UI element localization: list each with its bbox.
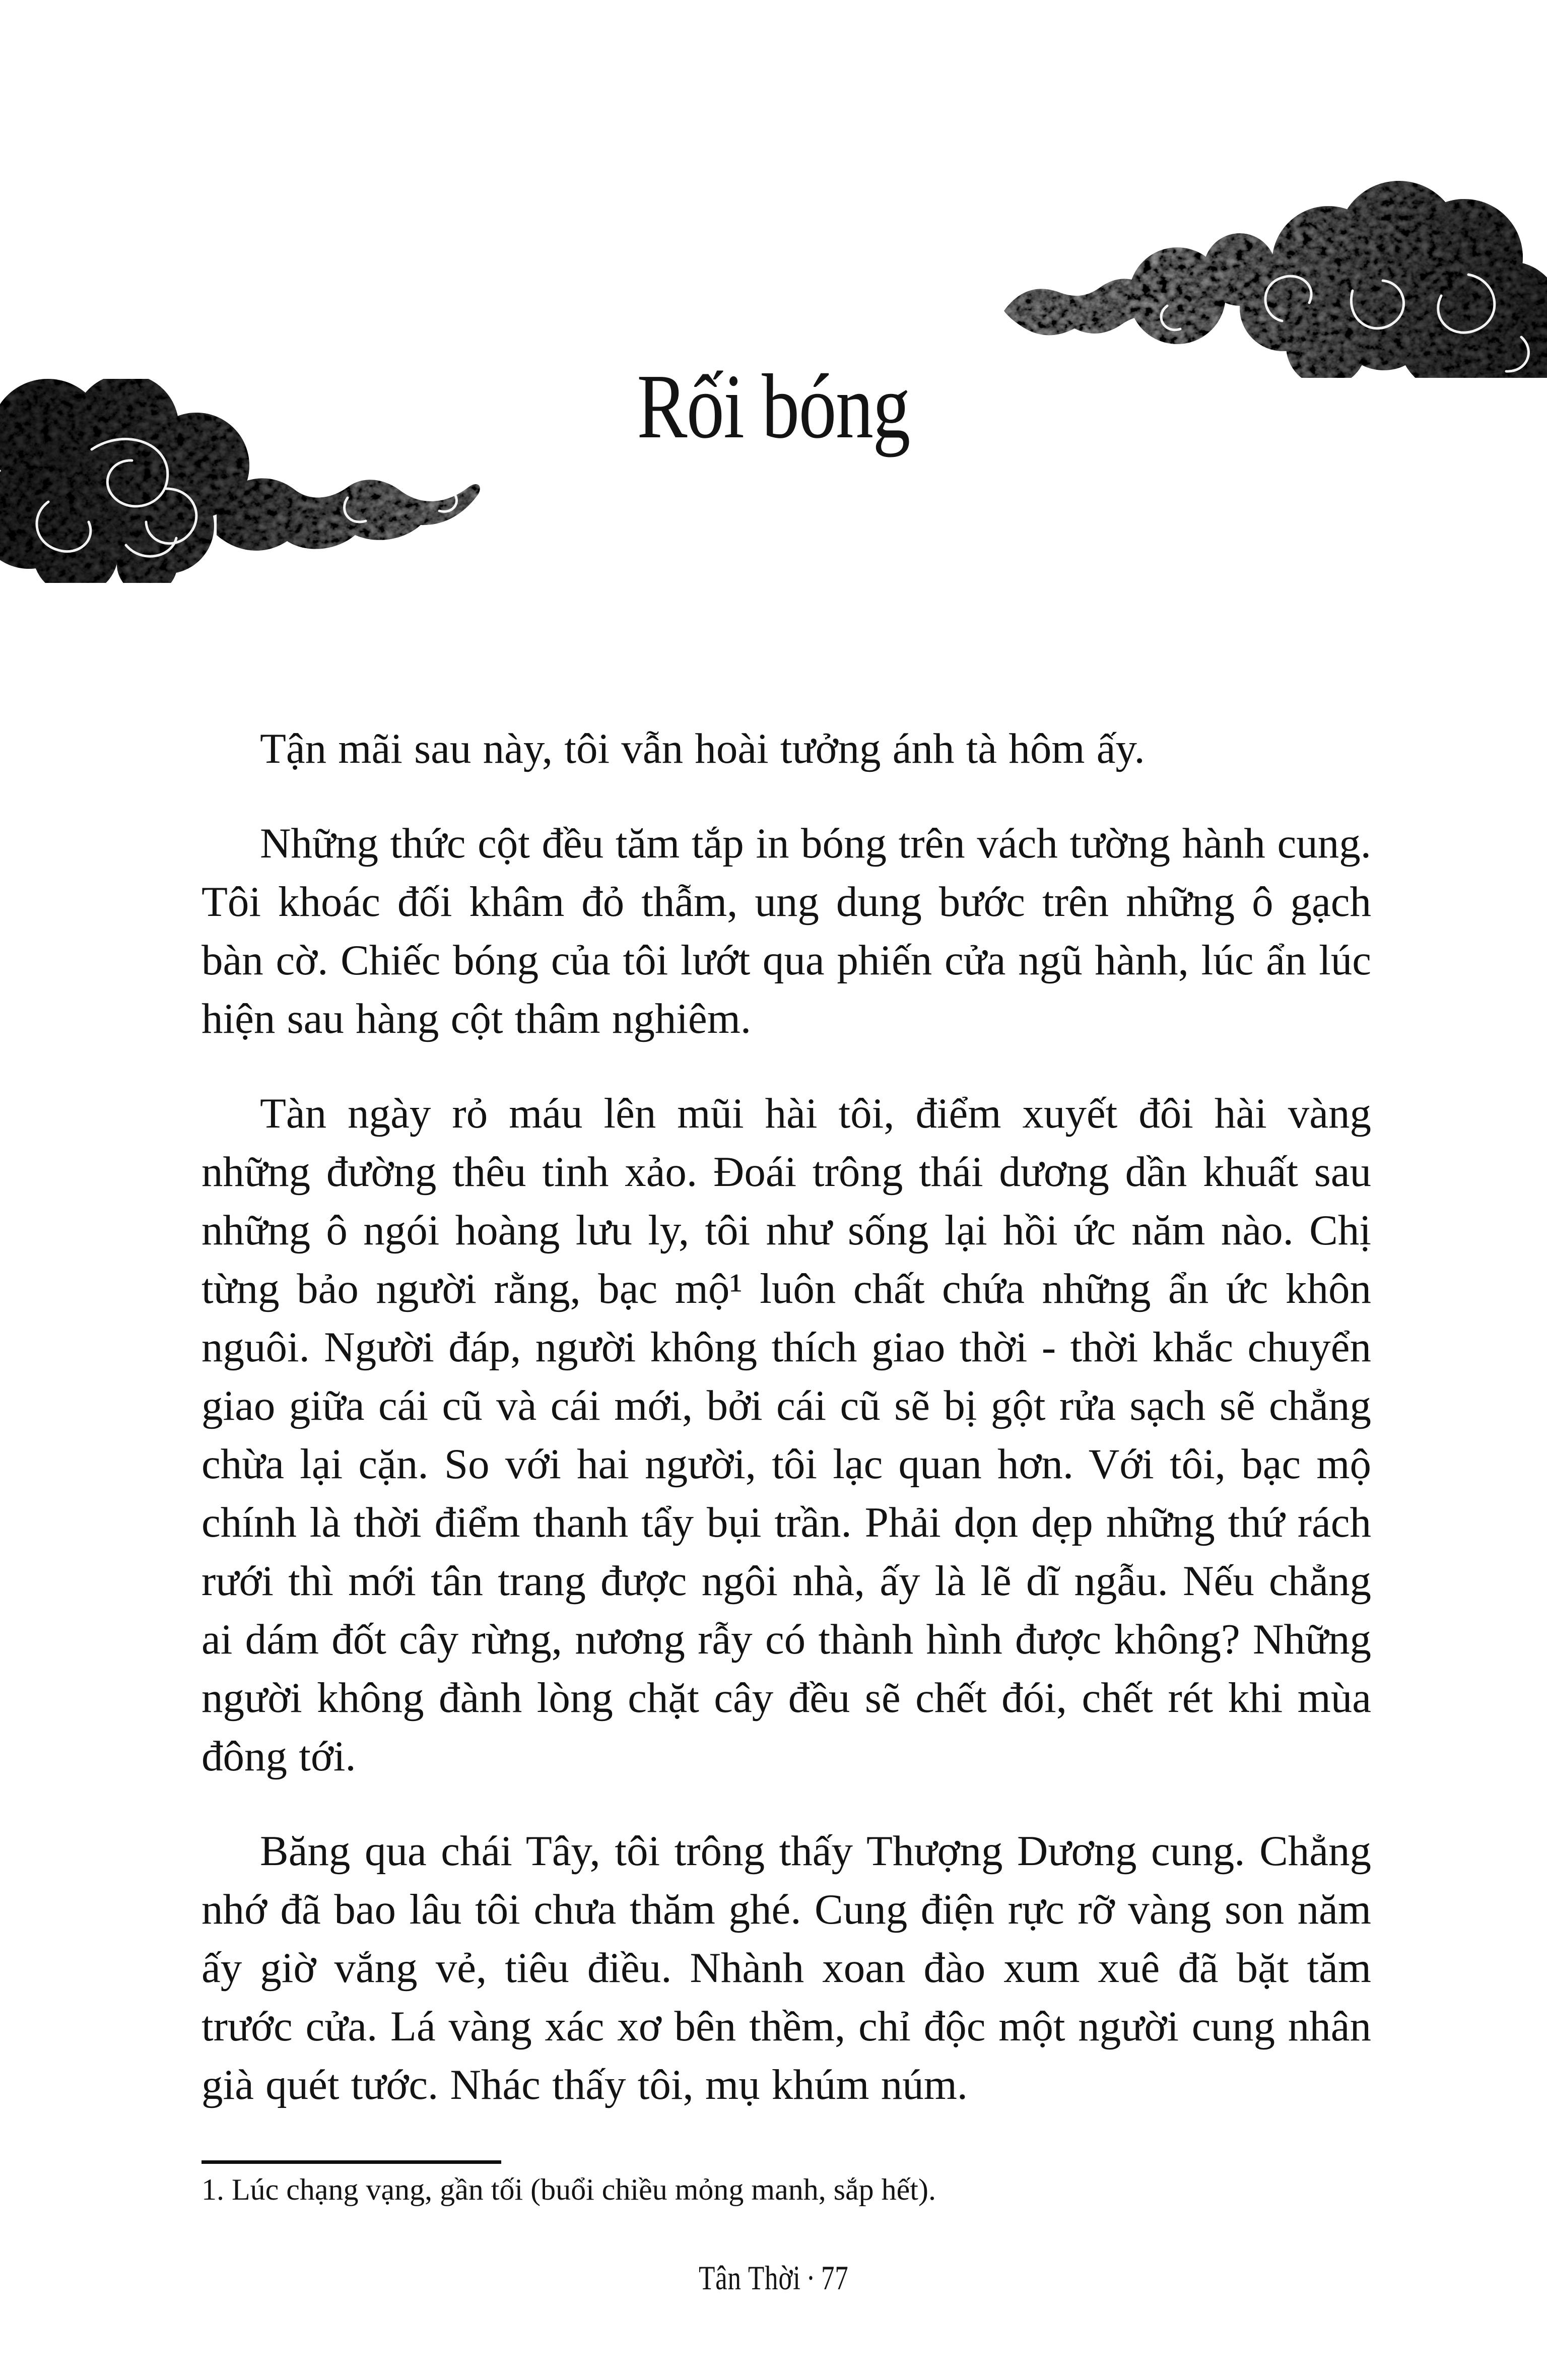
body-paragraph: Tận mãi sau này, tôi vẫn hoài tưởng ánh tà hôm ấy. — [260, 725, 1145, 772]
footer-text — [699, 2258, 849, 2298]
chapter-title-text: Rối bóng — [637, 355, 910, 457]
footnote: 1. Lúc chạng vạng, gần tối (buổi chiều mỏng manh, sắp hết). — [201, 2173, 936, 2206]
chapter-title — [0, 355, 1547, 457]
body-paragraph: Băng qua chái Tây, tôi trông thấy Thượng Dương cung. Chẳng nhớ đã bao lâu tôi chưa thăm ghé. Cung điện rực rỡ vàng son năm ấy giờ vắng vẻ, tiêu điều. Nhành xoan đào xum xuê đã bặt tăm trước cửa. Lá vàng xác xơ bên thềm, chỉ độc một người cung nhân già quét tước. Nhác thấy tôi, mụ khúm núm. — [201, 1827, 1371, 2108]
body-text — [201, 719, 1371, 2150]
page-footer — [0, 2258, 1547, 2298]
footer-section-title: Tân Thời — [698, 2259, 801, 2297]
ink-cloud-illustration-top-right — [1000, 170, 1547, 378]
body-paragraph: Những thức cột đều tăm tắp in bóng trên vách tường hành cung. Tôi khoác đối khâm đỏ thẫm, ung dung bước trên những ô gạch bàn cờ. Chiếc bóng của tôi lướt qua phiến cửa ngũ hành, lúc ẩn lúc hiện sau hàng cột thâm nghiêm. — [201, 820, 1371, 1042]
footnote-separator — [201, 2160, 501, 2164]
footer-page-number: 77 — [821, 2259, 849, 2297]
body-paragraph: Tàn ngày rỏ máu lên mũi hài tôi, điểm xuyết đôi hài vàng những đường thêu tinh xảo. Đoái trông thái dương dần khuất sau những ô ngói hoàng lưu ly, tôi như sống lại hồi ức năm nào. Chị từng bảo người rằng, bạc mộ¹ luôn chất chứa những ẩn ức khôn nguôi. Người đáp, người không thích giao thời - thời khắc chuyển giao giữa cái cũ và cái mới, bởi cái cũ sẽ bị gột rửa sạch sẽ chẳng chừa lại cặn. So với hai người, tôi lạc quan hơn. Với tôi, bạc mộ chính là thời điểm thanh tẩy bụi trần. Phải dọn dẹp những thứ rách rưới thì mới tân trang được ngôi nhà, ấy là lẽ dĩ ngẫu. Nếu chẳng ai dám đốt cây rừng, nương rẫy có thành hình được không? Những người không đành lòng chặt cây đều sẽ chết đói, chết rét khi mùa đông tới. — [201, 1090, 1371, 1780]
footer-separator: · — [806, 2259, 816, 2297]
